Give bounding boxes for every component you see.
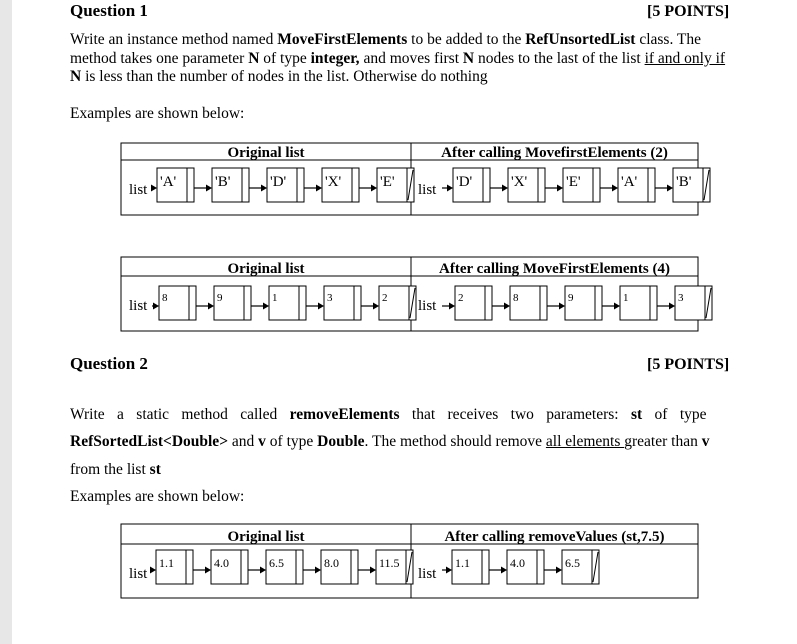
table-1-l-node-2-next-arrow-head <box>261 185 267 192</box>
table-1-l-node-4-next-arrow-head <box>371 185 377 192</box>
table-1-l-node-4-value: 'X' <box>325 174 342 190</box>
table-1-r-list-label: list <box>418 182 437 198</box>
q2-examples-label: Examples are shown below: <box>70 488 245 505</box>
table-3-l-node-2-next-arrow-head <box>260 567 266 574</box>
table-3-l-node-2-value: 4.0 <box>214 556 229 570</box>
table-3-header-after: After calling removeValues (st,7.5) <box>444 529 665 545</box>
table-3-r-node-3-value: 6.5 <box>565 556 580 570</box>
table-1-r-node-4-next-arrow-head <box>667 185 673 192</box>
table-2-l-list-label: list <box>129 298 148 314</box>
table-2-r-node-4-next-arrow-head <box>669 303 675 310</box>
question-1-title: Question 1 <box>70 1 148 20</box>
q1-line-2: method takes one parameter N of type integer, and moves first N nodes to the last of the list if and only if <box>70 50 726 67</box>
question-1-points: [5 POINTS] <box>647 3 730 20</box>
table-3-header-original: Original list <box>227 529 305 545</box>
table-1-l-node-1-value: 'A' <box>160 174 177 190</box>
table-3-l-node-3-next-arrow-head <box>315 567 321 574</box>
q1-examples-label: Examples are shown below: <box>70 105 245 122</box>
table-3-l-node-3-value: 6.5 <box>269 556 284 570</box>
table-2-l-node-4-value: 3 <box>327 292 333 304</box>
table-1-l-node-5-value: 'E' <box>380 174 395 190</box>
table-2-r-node-2-next-arrow-head <box>559 303 565 310</box>
table-3-r-node-2-value: 4.0 <box>510 556 525 570</box>
table-1-r-node-1-next-arrow-head <box>502 185 508 192</box>
q1-line-1: Write an instance method named MoveFirstElements to be added to the RefUnsortedList class. The <box>70 31 702 48</box>
table-2-l-node-1-value: 8 <box>162 292 168 304</box>
table-3-l-list-label: list <box>129 566 148 582</box>
table-1-r-node-3-next-arrow-head <box>612 185 618 192</box>
table-2-header-original: Original list <box>227 261 305 277</box>
table-2-header-after: After calling MoveFirstElements (4) <box>439 261 670 277</box>
table-3-l-node-4-value: 8.0 <box>324 556 339 570</box>
table-1-l-head-arrow-head <box>151 185 157 192</box>
table-3-l-node-4-next-arrow-head <box>370 567 376 574</box>
table-1-r-node-2-value: 'X' <box>511 174 528 190</box>
table-1-r-node-3-value: 'E' <box>566 174 581 190</box>
table-2-l-head-arrow-head <box>153 303 159 310</box>
q2-line-2: RefSortedList<Double> and v of type Double. The method should remove all elements greater than v <box>70 433 710 450</box>
table-1-l-list-label: list <box>129 182 148 198</box>
table-1-l-node-1-next-arrow-head <box>206 185 212 192</box>
table-3-l-node-1-next-arrow-head <box>205 567 211 574</box>
table-2-r-head-arrow-head <box>449 303 455 310</box>
document-page <box>12 0 797 644</box>
table-2-r-node-4-value: 1 <box>623 292 629 304</box>
table-2-r-node-3-next-arrow-head <box>614 303 620 310</box>
table-2-l-node-4-next-arrow-head <box>373 303 379 310</box>
table-3-l-head-arrow-head <box>150 567 156 574</box>
table-1-header-original: Original list <box>227 145 305 161</box>
table-3-r-head-arrow-head <box>446 567 452 574</box>
table-1-l-node-3-value: 'D' <box>270 174 287 190</box>
table-3-r-node-1-next-arrow-head <box>501 567 507 574</box>
table-2-l-node-2-next-arrow-head <box>263 303 269 310</box>
table-2-r-node-3-value: 9 <box>568 292 574 304</box>
table-2-l-node-1-next-arrow-head <box>208 303 214 310</box>
table-2-l-node-2-value: 9 <box>217 292 223 304</box>
table-2-r-node-1-next-arrow-head <box>504 303 510 310</box>
table-2-r-list-label: list <box>418 298 437 314</box>
linked-list-diagrams <box>12 0 797 644</box>
table-1-l-node-3-next-arrow-head <box>316 185 322 192</box>
table-3-r-list-label: list <box>418 566 437 582</box>
table-1-l-node-2-value: 'B' <box>215 174 231 190</box>
table-3-l-node-1-value: 1.1 <box>159 556 174 570</box>
q1-line-3: N is less than the number of nodes in the list. Otherwise do nothing <box>70 68 488 85</box>
table-1-header-after: After calling MovefirstElements (2) <box>441 145 668 161</box>
table-3-r-node-1-value: 1.1 <box>455 556 470 570</box>
table-2-r-node-5-value: 3 <box>678 292 684 304</box>
table-2-l-node-3-value: 1 <box>272 292 278 304</box>
table-1-r-node-1-value: 'D' <box>456 174 473 190</box>
question-2-title: Question 2 <box>70 354 148 373</box>
table-1-r-node-2-next-arrow-head <box>557 185 563 192</box>
table-1-r-node-5-value: 'B' <box>676 174 692 190</box>
table-3-r-node-2-next-arrow-head <box>556 567 562 574</box>
table-3-l-node-5-value: 11.5 <box>379 556 400 570</box>
q2-line-1: Write a static method called removeElements that receives two parameters: st of type <box>70 406 707 423</box>
question-2-points: [5 POINTS] <box>647 356 730 373</box>
table-2-l-node-5-value: 2 <box>382 292 388 304</box>
table-2-r-node-2-value: 8 <box>513 292 519 304</box>
table-2-l-node-3-next-arrow-head <box>318 303 324 310</box>
table-1-r-head-arrow-head <box>447 185 453 192</box>
table-2-r-node-1-value: 2 <box>458 292 464 304</box>
q2-line-3: from the list st <box>70 461 161 478</box>
table-1-r-node-4-value: 'A' <box>621 174 638 190</box>
